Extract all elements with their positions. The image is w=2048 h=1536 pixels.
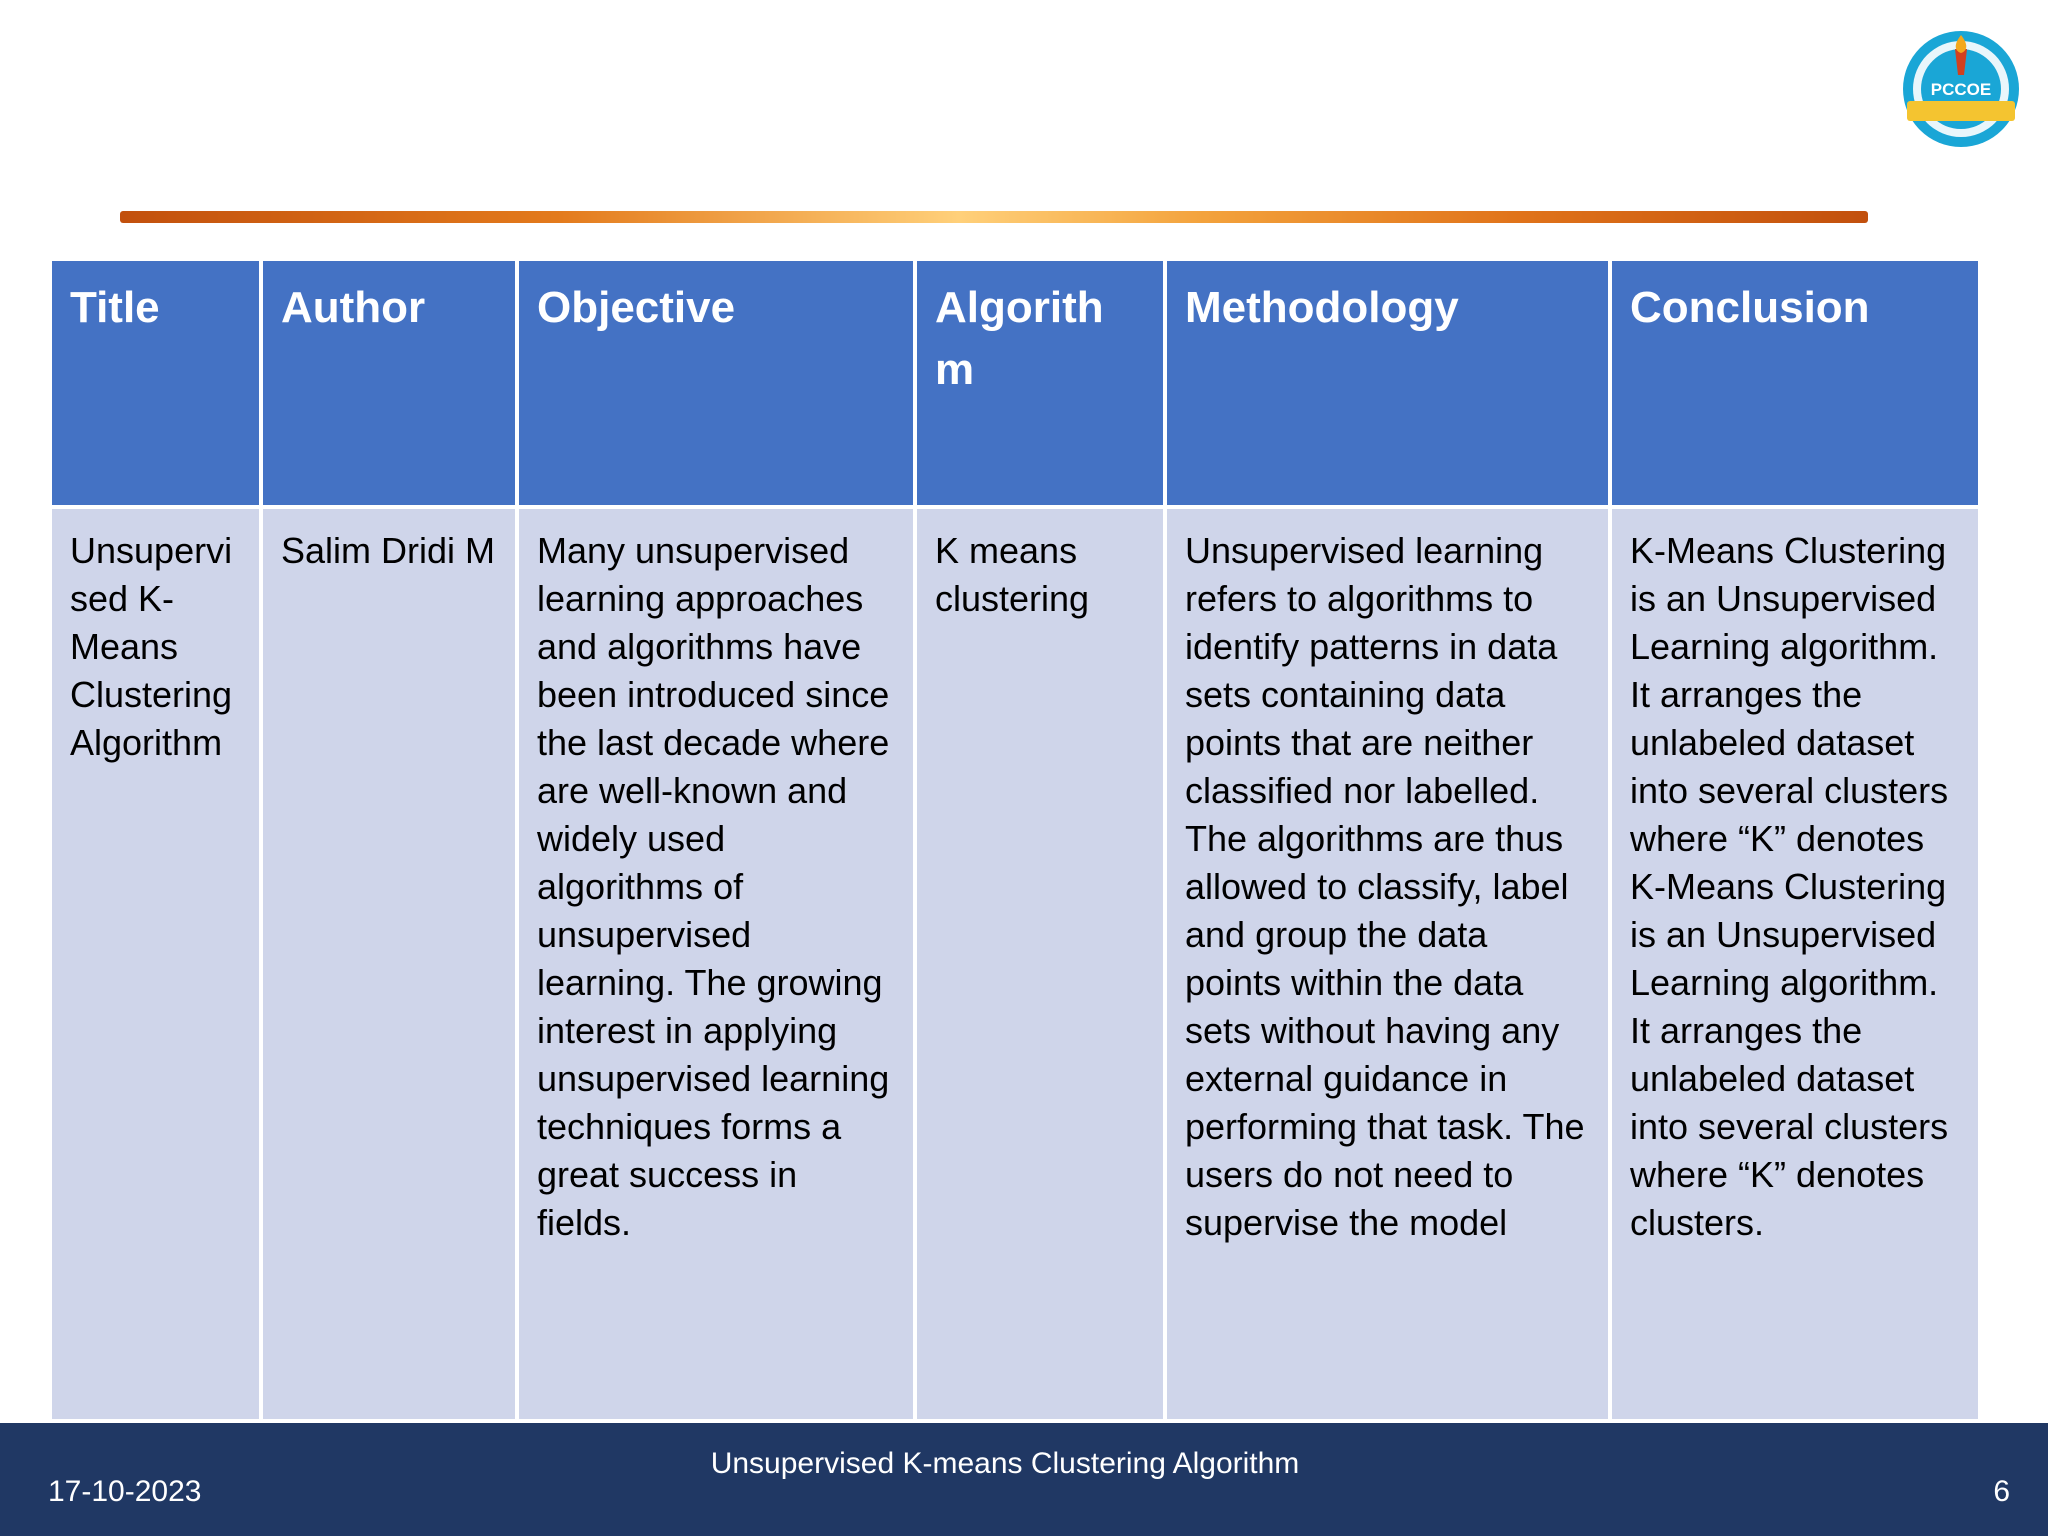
header-author: Author bbox=[261, 259, 517, 507]
cell-methodology: Unsupervised learning refers to algorithms to identify patterns in data sets containing data points that are neither classified nor labelled. The algorithms are thus allowed to classify, label and group the data points within the data sets without having any external guidance in performing that task. The users do not need to supervise the model bbox=[1165, 507, 1610, 1421]
footer-title: Unsupervised K-means Clustering Algorithm bbox=[710, 1447, 1300, 1480]
cell-author: Salim Dridi M bbox=[261, 507, 517, 1421]
header-conclusion: Conclusion bbox=[1610, 259, 1980, 507]
header-objective: Objective bbox=[517, 259, 915, 507]
pccoe-logo bbox=[1893, 27, 2029, 151]
logo-text: PCCOE bbox=[1930, 80, 1992, 99]
cell-objective: Many unsupervised learning approaches and algorithms have been introduced since the last decade where are well-known and widely used algorithms of unsupervised learning. The growing interest in applying unsupervised learning techniques forms a great success in fields. bbox=[517, 507, 915, 1421]
cell-title: Unsupervi sed K-Means Clustering Algorithm bbox=[50, 507, 261, 1421]
orange-divider bbox=[120, 211, 1868, 223]
header-methodology: Methodology bbox=[1165, 259, 1610, 507]
cell-algorithm: K means clustering bbox=[915, 507, 1165, 1421]
footer-bar bbox=[0, 1423, 2048, 1536]
table-row bbox=[50, 507, 1980, 1421]
table-header-row bbox=[50, 259, 1980, 507]
header-title: Title bbox=[50, 259, 261, 507]
pccoe-logo-icon bbox=[1893, 27, 2029, 151]
literature-table bbox=[48, 257, 1982, 1423]
header-algorithm: Algorith m bbox=[915, 259, 1165, 507]
page-number: 6 bbox=[1993, 1475, 2010, 1508]
footer-date: 17-10-2023 bbox=[48, 1475, 202, 1508]
cell-conclusion: K-Means Clustering is an Unsupervised Learning algorithm. It arranges the unlabeled dataset into several clusters where “K” denotes K-Means Clustering is an Unsupervised Learning algorithm. It arranges the unlabeled dataset into several clusters where “K” denotes clusters. bbox=[1610, 507, 1980, 1421]
